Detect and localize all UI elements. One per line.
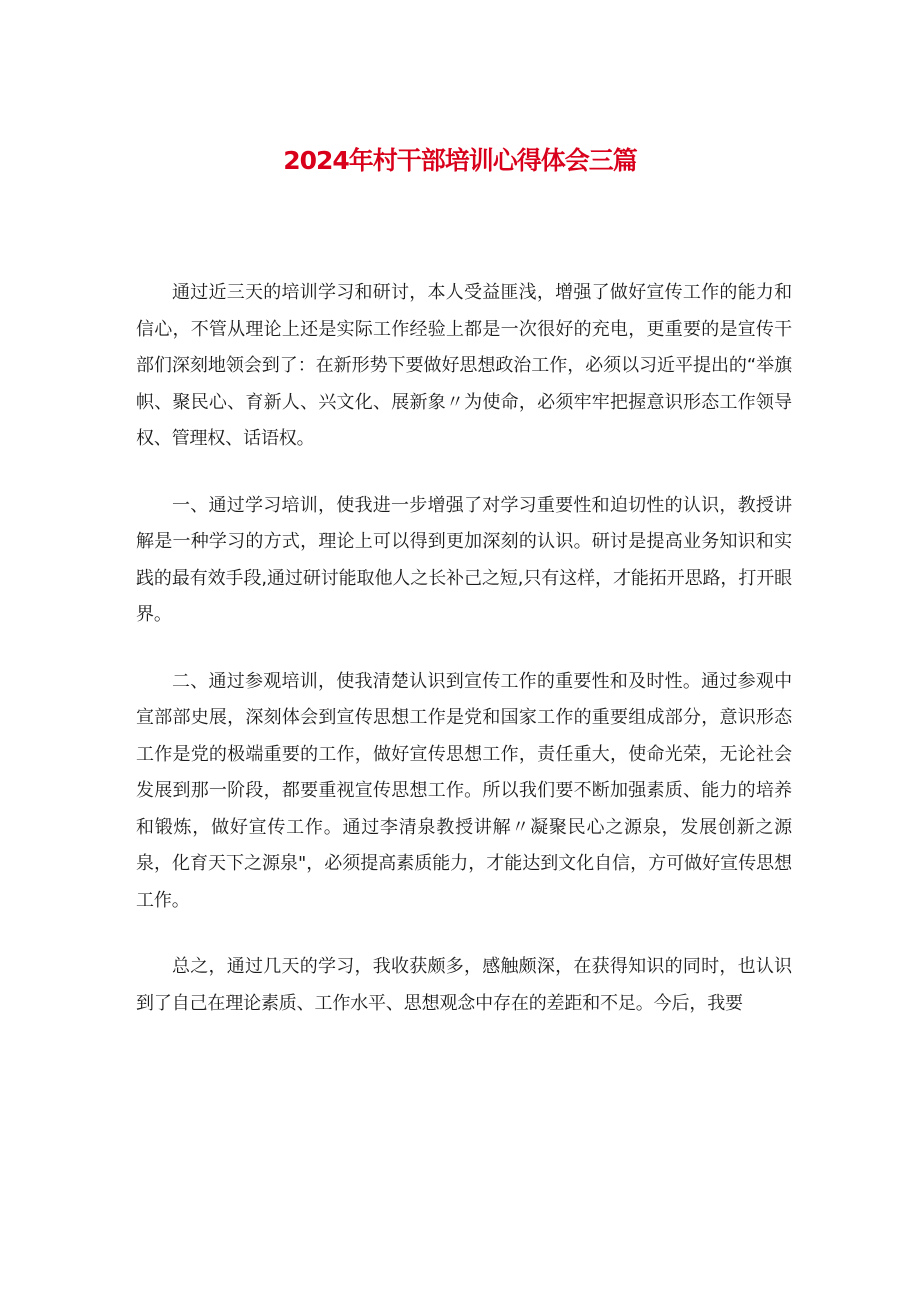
paragraph-point-two: 二、通过参观培训，使我清楚认识到宣传工作的重要性和及时性。通过参观中宣部部史展，深刻体会到宣传思想工作是党和国家工作的重要组成部分，意识形态工作是党的极端重要的工作，做好宣传思想工作，责任重大，使命光荣，无论社会发展到那一阶段，都要重视宣传思想工作。所以我们要不断加强素质、能力的培养和锻炼，做好宣传工作。通过李清泉教授讲解〃凝聚民心之源泉，发展创新之源泉，化育天下之源泉"，必须提高素质能力，才能达到文化自信，方可做好宣传思想工作。 [136, 670, 792, 911]
document-title: 2024年村干部培训心得体会三篇 [283, 146, 637, 175]
document-body [136, 275, 792, 1052]
paragraph-point-one: 一、通过学习培训，使我进一步增强了对学习重要性和迫切性的认识，教授讲解是一种学习的方式，理论上可以得到更加深刻的认识。研讨是提高业务知识和实践的最有效手段,通过研讨能取他人之长补己之短,只有这样，才能拓开思路，打开眼界。 [136, 494, 792, 625]
paragraph-intro: 通过近三天的培训学习和研讨，本人受益匪浅，增强了做好宣传工作的能力和信心，不管从理论上还是实际工作经验上都是一次很好的充电，更重要的是宣传干部们深刻地领会到了：在新形势下要做好思想政治工作，必须以习近平提出的“举旗帜、聚民心、育新人、兴文化、展新象〃为使命，必须牢牢把握意识形态工作领导权、管理权、话语权。 [136, 282, 792, 449]
paragraph-conclusion: 总之，通过几天的学习，我收获颇多，感触颇深，在获得知识的同时，也认识到了自己在理论素质、工作水平、思想观念中存在的差距和不足。今后，我要 [136, 956, 792, 1014]
